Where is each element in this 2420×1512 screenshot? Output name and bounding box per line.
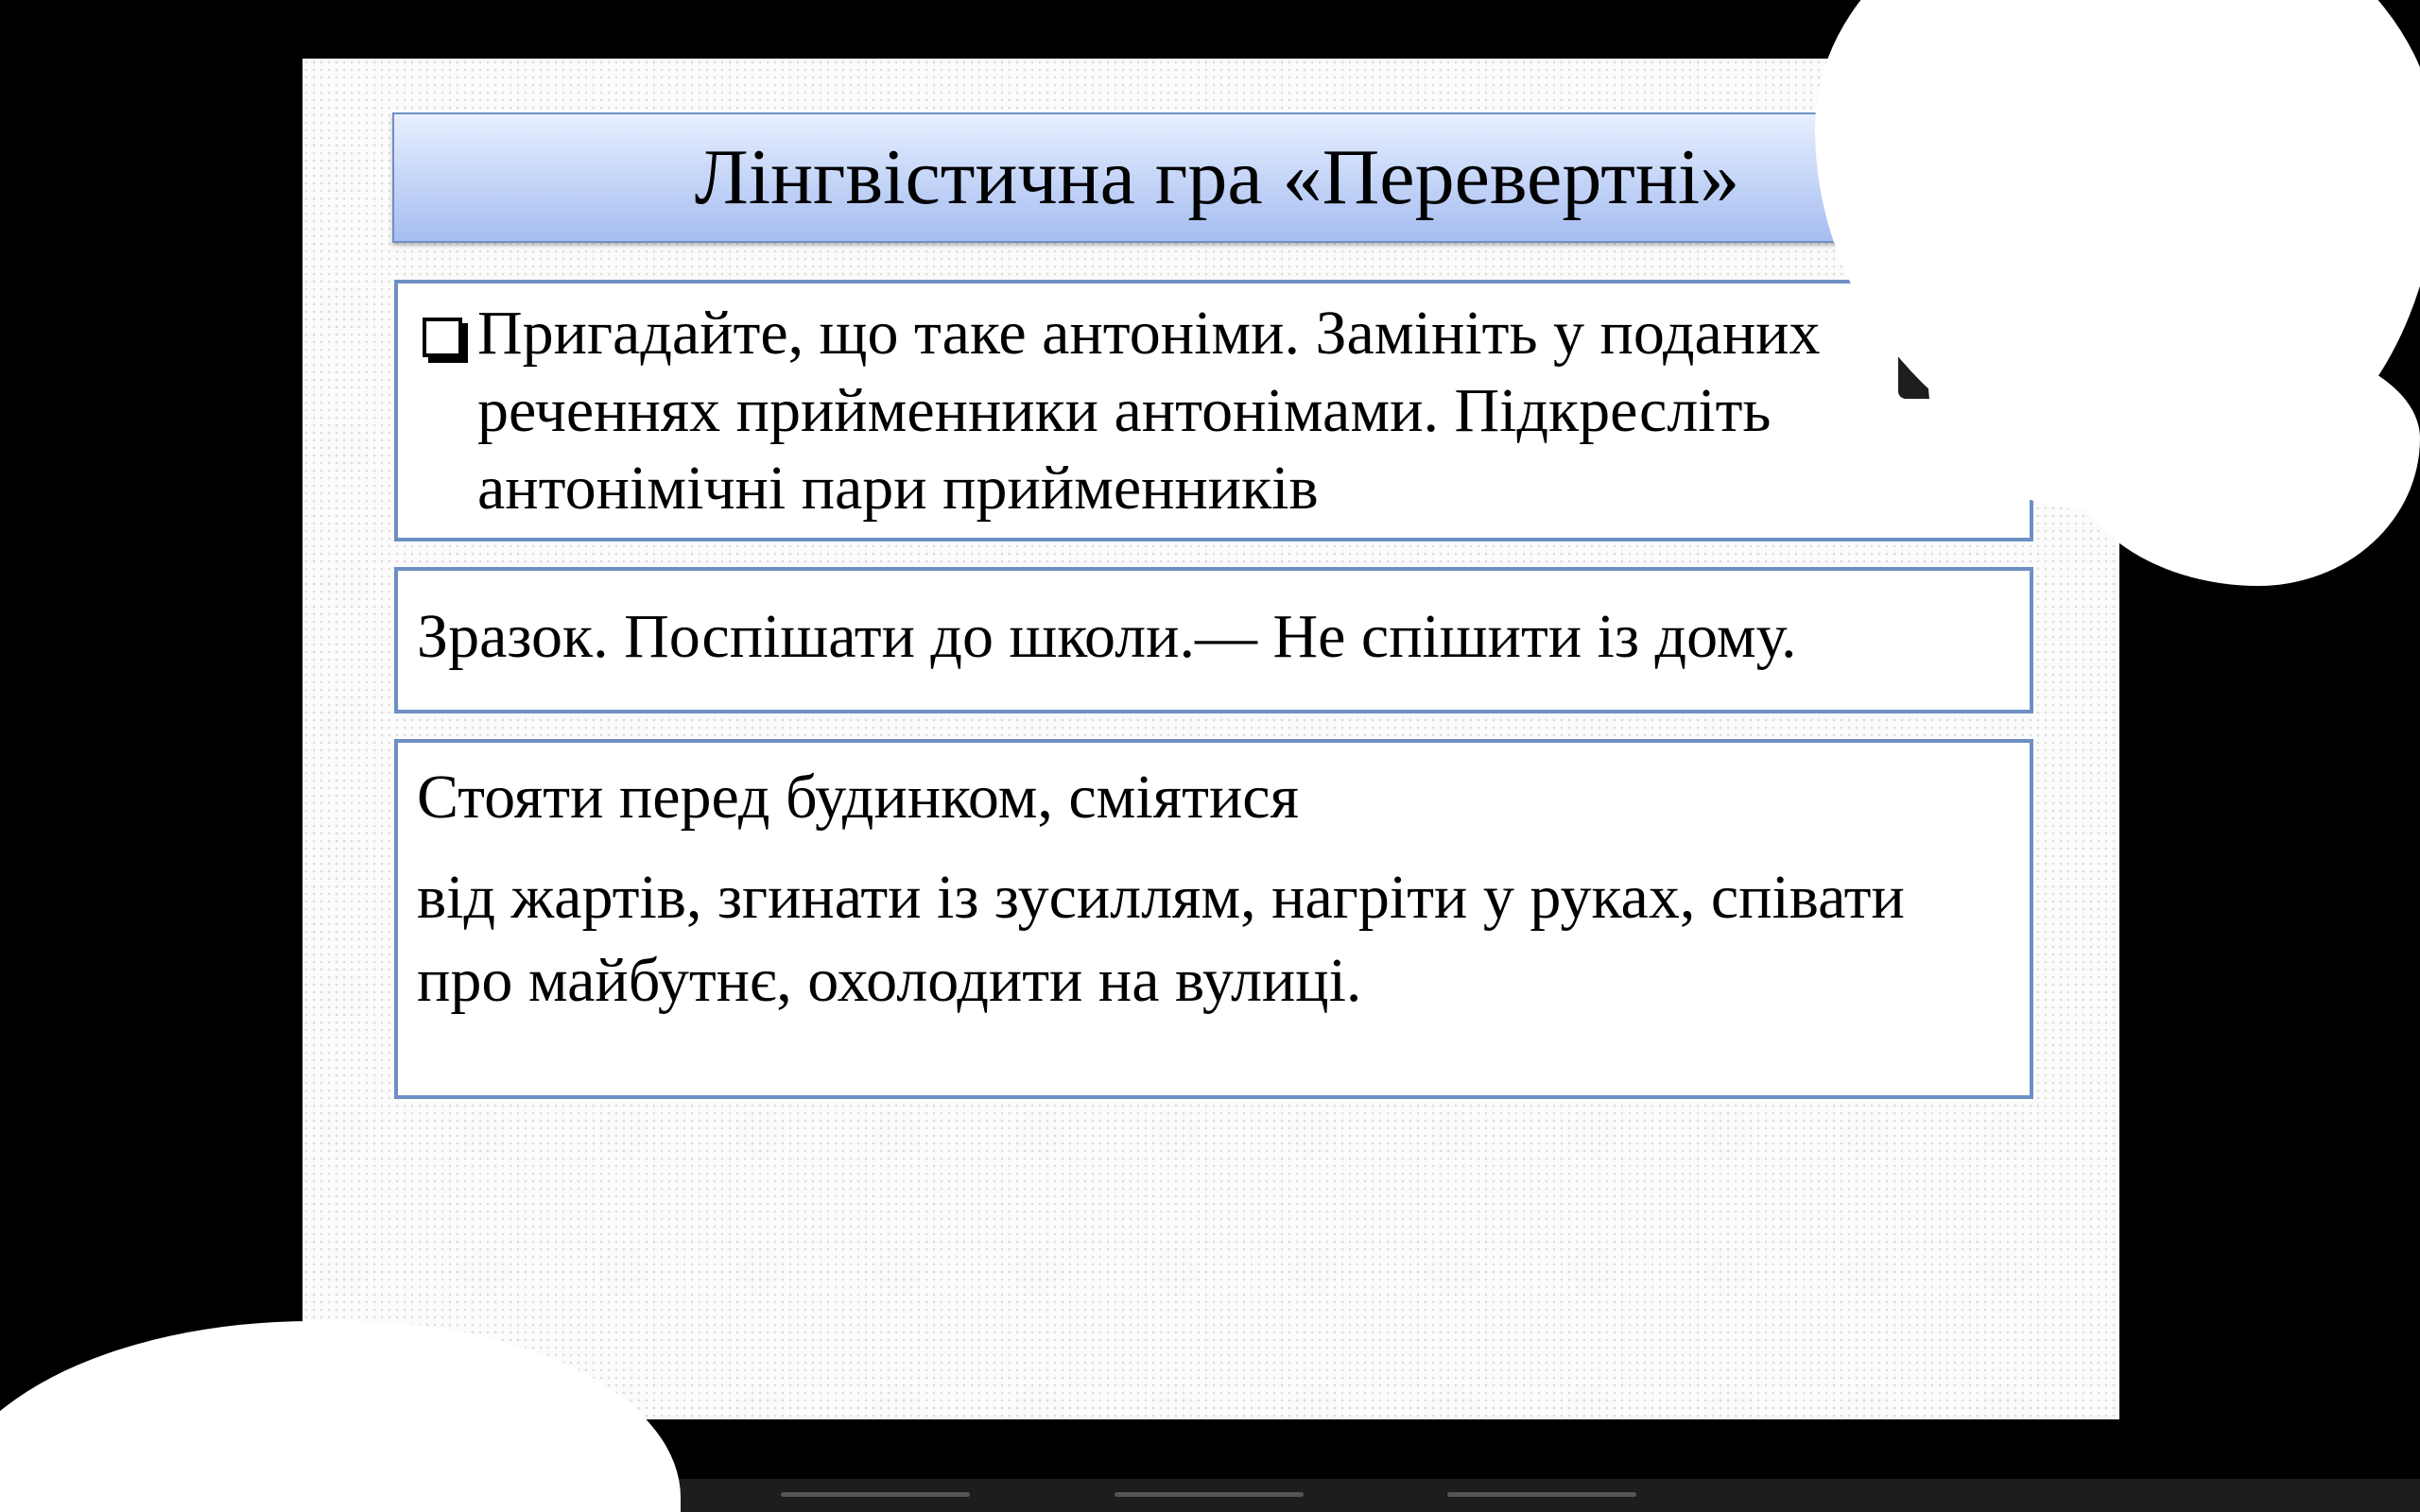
task-line (419, 295, 2007, 527)
phrases-box (394, 739, 2033, 1099)
slide-title-box (392, 112, 2042, 243)
task-box (394, 280, 2033, 541)
task-text: Пригадайте, що таке антоніми. Замініть у поданих реченнях прийменники антонімами. Підкресліть антонімічні пари прийменників (477, 299, 1821, 523)
phrases-line-2: від жартів, згинати із зусиллям, нагріти у руках, співати про майбутнє, охолодити на вулиці. (417, 863, 1905, 1015)
nav-pill-right[interactable] (1447, 1492, 1636, 1497)
example-box (394, 567, 2033, 713)
checkbox-bullet-icon (423, 318, 462, 357)
slide-title: Лінгвістична гра «Перевертні» (694, 133, 1740, 221)
nav-pill-left[interactable] (781, 1492, 970, 1497)
example-text: Зразок. Поспішати до школи.— Не спішити із дому. (417, 601, 1797, 671)
nav-pill-center[interactable] (1115, 1492, 1304, 1497)
phrases-line-1: Стояти перед будинком, сміятися (417, 763, 1299, 832)
